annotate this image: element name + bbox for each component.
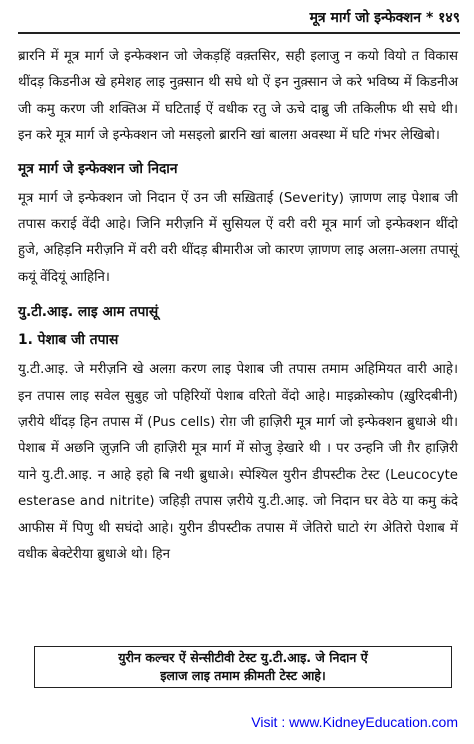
page-body [18,44,458,569]
footer [251,712,458,732]
footer-label: Visit : [251,714,290,730]
section-heading-diagnosis: मूत्र मार्ग जे इन्फेक्शन जो निदान [18,160,178,177]
subheading-urine-test: 1. पेशाब जी तपास [18,332,119,349]
running-header [18,4,460,34]
section-heading-tests: यु.टी.आइ. लाइ आम तपासूं [18,304,159,321]
urine-test-paragraph: यु.टी.आइ. जे मरीज़नि खे अलग़ करण लाइ पेशाब जी तपास तमाम अहिमियत वारी आहे। इन तपास लाइ सवेल सुबुह जो पहिरियों पेशाब वरितो वेंदो आहे। माइक्रोस्कोप (ख़ुरिदबीनी) ज़रीये थींदड़ हिन तपास में (Pus cells) रोग़ जी हाज़िरी मूत्र मार्ग जो इन्फेक्शन ब्रुधाअे थी। पेशाब में अछनि ज़ुज़नि जी हाज़िरी मूत्र मार्ग में सोजु ड़ेखारे थी । पर उन्हनि जी ग़ैर हाज़िरी याने यु.टी.आइ. न आहे इहो बि नथी ब्रुधाअे। स्पेश्यिल युरीन डीपस्टीक टेस्ट (Leucocyte esterase and nitrite) जहिड़ी तपास ज़रीये यु.टी.आइ. जो निदान घर वेठे या कमु कंदे आफीस में पिणु थी सघंदो आहे। युरीन डीपस्टीक तपास में जेतिरो घाटो रंग अेतिरो पेशाब में वधीक बेक्टेरीया ब्रुधाअे थो। हिन [18,362,458,563]
footer-website-link[interactable]: www.KidneyEducation.com [289,714,458,730]
running-title: मूत्र मार्ग जो इन्फेक्शन * १४९ [309,10,460,26]
diagnosis-paragraph: मूत्र मार्ग जे इन्फेक्शन जो निदान ऐं उन जी सख़िताई (Severity) ज़ाणण लाइ पेशाब जी तपास कराई वेंदी आहे। जिनि मरीज़नि में सुसियल ऐं वरी वरी मूत्र मार्ग जो इन्फेक्शन थींदो हुजे, अहिड़नि मरीज़नि में वरी वरी थींदड़ बीमारीअ जो कारण ज़ाणण लाइ अलग़-अलग़ तपासूं कयूं वेंदियूं आहिनि। [18,190,458,285]
callout-line-2: इलाज लाइ तमाम क़ीमती टेस्ट आहे। [160,668,326,683]
callout-box [34,646,452,688]
callout-line-1: युरीन कल्चर ऐं सेन्सीटीवी टेस्ट यु.टी.आइ. जे निदान ऐं [118,650,368,665]
intro-paragraph: ब्रारनि में मूत्र मार्ग जे इन्फेक्शन जो जेकड़हिं वक़्तसिर, सही इलाजु न कयो वियो त विकास थींदड़ किडनीअ खे हमेशह लाइ नुक़्सान थी सघे थो ऐं इन नुक़्सान जे करे भविष्य में किडनीअ जी कमु करण जी शक्तिअ में घटिताई ऐं वधीक रतु जे ऊचे दाब्रु जी तकिलीफ थी सघे थी। इन करे मूत्र मार्ग जे इन्फेक्शन जो मसइलो ब्रारनि खां बालग़ अवस्था में घटि गंभर लेखिबो। [18,49,458,144]
